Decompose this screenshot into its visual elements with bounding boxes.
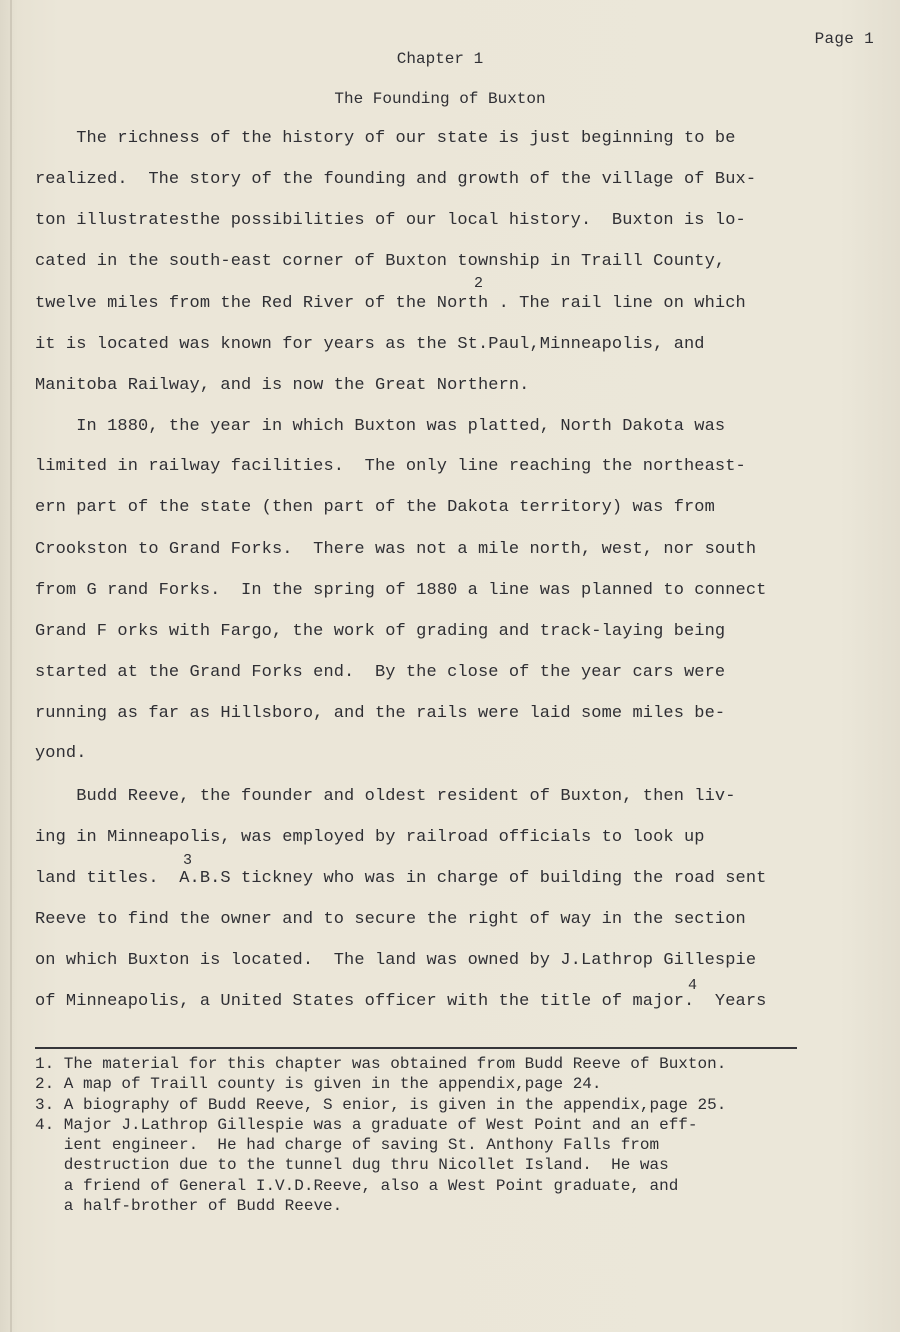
page-binding-edge xyxy=(10,0,12,1332)
footnote-ref-4: 4 xyxy=(688,977,698,994)
body-line: limited in railway facilities. The only line reaching the northeast- xyxy=(35,457,746,476)
footnote: 4. Major J.Lathrop Gillespie was a graduate of West Point and an eff- xyxy=(35,1116,698,1134)
body-line: from G rand Forks. In the spring of 1880 a line was planned to connect xyxy=(35,581,767,600)
body-line: Grand F orks with Fargo, the work of grading and track-laying being xyxy=(35,622,726,641)
body-line: Crookston to Grand Forks. There was not a mile north, west, nor south xyxy=(35,540,757,559)
body-line: Budd Reeve, the founder and oldest resident of Buxton, then liv- xyxy=(35,787,736,806)
body-line: The richness of the history of our state is just beginning to be xyxy=(35,129,736,148)
footnote: 1. The material for this chapter was obtained from Budd Reeve of Buxton. xyxy=(35,1055,727,1073)
body-line: Reeve to find the owner and to secure the right of way in the section xyxy=(35,910,746,929)
body-line: ing in Minneapolis, was employed by railroad officials to look up xyxy=(35,828,705,847)
body-line: realized. The story of the founding and growth of the village of Bux- xyxy=(35,170,757,189)
body-line: running as far as Hillsboro, and the rails were laid some miles be- xyxy=(35,704,726,723)
body-line: ern part of the state (then part of the Dakota territory) was from xyxy=(35,498,715,517)
footnote: destruction due to the tunnel dug thru Nicollet Island. He was xyxy=(35,1156,669,1174)
footnote-ref-2: 2 xyxy=(474,275,484,292)
body-line: land titles. A.B.S tickney who was in charge of building the road sent xyxy=(35,869,767,888)
body-line: In 1880, the year in which Buxton was platted, North Dakota was xyxy=(35,417,726,436)
body-line: yond. xyxy=(35,744,87,763)
footnote: 3. A biography of Budd Reeve, S enior, is given in the appendix,page 25. xyxy=(35,1096,727,1114)
footnote-ref-3: 3 xyxy=(183,852,193,869)
footnote: a friend of General I.V.D.Reeve, also a West Point graduate, and xyxy=(35,1177,679,1195)
body-line: of Minneapolis, a United States officer with the title of major. Years xyxy=(35,992,767,1011)
footnote: a half-brother of Budd Reeve. xyxy=(35,1197,343,1215)
body-line: started at the Grand Forks end. By the close of the year cars were xyxy=(35,663,726,682)
body-line: twelve miles from the Red River of the North . The rail line on which xyxy=(35,294,746,313)
body-line: on which Buxton is located. The land was owned by J.Lathrop Gillespie xyxy=(35,951,757,970)
page-number: Page 1 xyxy=(814,30,874,48)
footnote: ient engineer. He had charge of saving St. Anthony Falls from xyxy=(35,1136,660,1154)
footnote: 2. A map of Traill county is given in the appendix,page 24. xyxy=(35,1075,602,1093)
body-line: cated in the south-east corner of Buxton township in Traill County, xyxy=(35,252,726,271)
chapter-title: The Founding of Buxton xyxy=(334,90,546,108)
body-line: ton illustratesthe possibilities of our local history. Buxton is lo- xyxy=(35,211,746,230)
body-line: it is located was known for years as the St.Paul,Minneapolis, and xyxy=(35,335,705,354)
body-line: Manitoba Railway, and is now the Great Northern. xyxy=(35,376,530,395)
chapter-label: Chapter 1 xyxy=(396,50,484,68)
footnote-divider xyxy=(35,1047,797,1049)
